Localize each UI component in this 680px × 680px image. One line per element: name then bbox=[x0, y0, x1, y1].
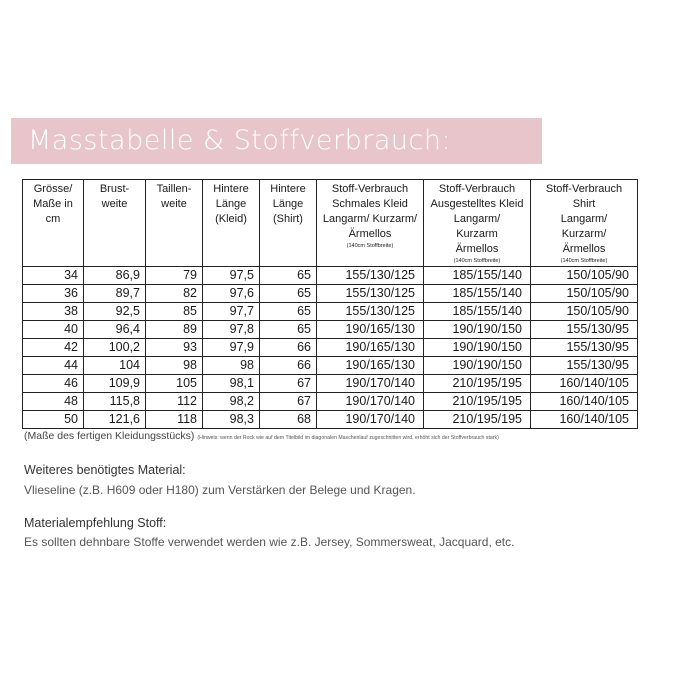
table-row bbox=[23, 321, 638, 339]
column-header-line: Kurzarm bbox=[456, 228, 498, 240]
table-cell: 118 bbox=[146, 411, 203, 429]
table-cell: 210/195/195 bbox=[424, 393, 531, 411]
table-cell: 97,9 bbox=[203, 339, 260, 357]
table-cell: 82 bbox=[146, 285, 203, 303]
material-heading: Weiteres benötigtes Material: bbox=[24, 463, 186, 477]
table-cell: 105 bbox=[146, 375, 203, 393]
table-cell: 210/195/195 bbox=[424, 375, 531, 393]
table-cell: 109,9 bbox=[84, 375, 146, 393]
column-header-line: Hintere bbox=[213, 183, 249, 195]
table-row bbox=[23, 267, 638, 285]
table-row bbox=[23, 339, 638, 357]
column-header-line: weite bbox=[101, 198, 128, 210]
table-cell: 66 bbox=[260, 357, 317, 375]
page-title: Masstabelle & Stoffverbrauch: bbox=[28, 125, 452, 156]
table-row bbox=[23, 375, 638, 393]
table-cell: 36 bbox=[23, 285, 84, 303]
table-cell: 190/170/140 bbox=[317, 393, 424, 411]
column-header-line: Ärmellos bbox=[562, 243, 606, 255]
table-cell: 150/105/90 bbox=[531, 285, 638, 303]
column-header-line: Länge bbox=[272, 198, 304, 210]
column-header-note: (140cm Stoffbreite) bbox=[560, 258, 608, 264]
table-cell: 67 bbox=[260, 393, 317, 411]
table-cell: 190/165/130 bbox=[317, 357, 424, 375]
table-cell: 98,2 bbox=[203, 393, 260, 411]
table-cell: 92,5 bbox=[84, 303, 146, 321]
column-header-line: Hintere bbox=[270, 183, 306, 195]
column-header-line: Länge bbox=[215, 198, 247, 210]
column-header-line: Shirt bbox=[572, 198, 596, 210]
table-cell: 65 bbox=[260, 267, 317, 285]
table-cell: 98,1 bbox=[203, 375, 260, 393]
column-header bbox=[424, 180, 531, 267]
table-cell: 190/190/150 bbox=[424, 321, 531, 339]
table-cell: 190/170/140 bbox=[317, 375, 424, 393]
column-header-line: (Shirt) bbox=[273, 213, 303, 225]
table-cell: 65 bbox=[260, 303, 317, 321]
table-row bbox=[23, 303, 638, 321]
table-cell: 98 bbox=[203, 357, 260, 375]
column-header-line: Langarm/ bbox=[453, 213, 501, 225]
table-cell: 85 bbox=[146, 303, 203, 321]
column-header-line: Langarm/ Kurzarm/ bbox=[322, 213, 418, 225]
table-body bbox=[23, 267, 638, 429]
table-cell: 50 bbox=[23, 411, 84, 429]
column-header-line: cm bbox=[45, 213, 61, 225]
table-cell: 46 bbox=[23, 375, 84, 393]
table-cell: 89,7 bbox=[84, 285, 146, 303]
column-header-line: Taillen- bbox=[156, 183, 192, 195]
table-cell: 160/140/105 bbox=[531, 393, 638, 411]
table-cell: 115,8 bbox=[84, 393, 146, 411]
table-cell: 160/140/105 bbox=[531, 411, 638, 429]
table-cell: 97,8 bbox=[203, 321, 260, 339]
table-cell: 66 bbox=[260, 339, 317, 357]
column-header bbox=[146, 180, 203, 267]
column-header-line: Brust- bbox=[99, 183, 130, 195]
table-cell: 38 bbox=[23, 303, 84, 321]
table-cell: 160/140/105 bbox=[531, 375, 638, 393]
column-header-line: Stoff-Verbrauch bbox=[331, 183, 409, 195]
column-header-line: Stoff-Verbrauch bbox=[545, 183, 623, 195]
table-cell: 44 bbox=[23, 357, 84, 375]
column-header bbox=[317, 180, 424, 267]
column-header bbox=[23, 180, 84, 267]
table-cell: 155/130/125 bbox=[317, 267, 424, 285]
column-header-line: Ausgestelltes Kleid bbox=[430, 198, 524, 210]
table-cell: 155/130/95 bbox=[531, 357, 638, 375]
title-banner bbox=[11, 118, 542, 164]
column-header-line: Kurzarm/ bbox=[561, 228, 607, 240]
footnote-main: (Maße des fertigen Kleidungsstücks) bbox=[24, 430, 195, 442]
column-header-line: Ärmellos bbox=[455, 243, 499, 255]
table-cell: 155/130/125 bbox=[317, 285, 424, 303]
column-header-note: (140cm Stoffbreite) bbox=[453, 258, 501, 264]
footnote bbox=[24, 430, 499, 442]
column-header bbox=[203, 180, 260, 267]
table-cell: 40 bbox=[23, 321, 84, 339]
table-cell: 42 bbox=[23, 339, 84, 357]
table-cell: 98 bbox=[146, 357, 203, 375]
table-header-row bbox=[23, 180, 638, 267]
table-cell: 96,4 bbox=[84, 321, 146, 339]
table-cell: 190/165/130 bbox=[317, 339, 424, 357]
size-chart-table bbox=[22, 179, 638, 429]
fabric-heading: Materialempfehlung Stoff: bbox=[24, 516, 167, 530]
table-cell: 112 bbox=[146, 393, 203, 411]
table-cell: 150/105/90 bbox=[531, 303, 638, 321]
table-cell: 65 bbox=[260, 285, 317, 303]
column-header-line: Stoff-Verbrauch bbox=[438, 183, 516, 195]
column-header-line: Ärmellos bbox=[348, 228, 392, 240]
column-header bbox=[531, 180, 638, 267]
table-cell: 190/165/130 bbox=[317, 321, 424, 339]
table-cell: 190/190/150 bbox=[424, 339, 531, 357]
column-header-line: Langarm/ bbox=[560, 213, 608, 225]
table-row bbox=[23, 285, 638, 303]
table-row bbox=[23, 357, 638, 375]
table-cell: 97,5 bbox=[203, 267, 260, 285]
table-cell: 79 bbox=[146, 267, 203, 285]
table-cell: 155/130/95 bbox=[531, 339, 638, 357]
table-cell: 100,2 bbox=[84, 339, 146, 357]
table-cell: 34 bbox=[23, 267, 84, 285]
table-cell: 104 bbox=[84, 357, 146, 375]
material-text: Vlieseline (z.B. H609 oder H180) zum Verstärken der Belege und Kragen. bbox=[24, 483, 416, 497]
table-cell: 121,6 bbox=[84, 411, 146, 429]
table-cell: 89 bbox=[146, 321, 203, 339]
table-cell: 190/170/140 bbox=[317, 411, 424, 429]
table-cell: 210/195/195 bbox=[424, 411, 531, 429]
column-header bbox=[84, 180, 146, 267]
table-cell: 190/190/150 bbox=[424, 357, 531, 375]
table-cell: 97,6 bbox=[203, 285, 260, 303]
table-cell: 185/155/140 bbox=[424, 303, 531, 321]
table-cell: 48 bbox=[23, 393, 84, 411]
table-cell: 185/155/140 bbox=[424, 267, 531, 285]
table-cell: 185/155/140 bbox=[424, 285, 531, 303]
table-cell: 150/105/90 bbox=[531, 267, 638, 285]
table-cell: 65 bbox=[260, 321, 317, 339]
table-row bbox=[23, 411, 638, 429]
table-cell: 155/130/125 bbox=[317, 303, 424, 321]
column-header-note: (140cm Stoffbreite) bbox=[346, 243, 394, 249]
column-header-line: Grösse/ bbox=[33, 183, 73, 195]
column-header bbox=[260, 180, 317, 267]
column-header-line: Maße in bbox=[33, 198, 73, 210]
footnote-hint: (Hinweis: wenn der Rock wie auf dem Titelbild im diagonalen Maschenlauf zugeschnitten wird, erhöht sich der Stoffverbrauch stark) bbox=[197, 435, 499, 441]
table-cell: 93 bbox=[146, 339, 203, 357]
table-cell: 155/130/95 bbox=[531, 321, 638, 339]
fabric-text: Es sollten dehnbare Stoffe verwendet werden wie z.B. Jersey, Sommersweat, Jacquard, etc. bbox=[24, 535, 515, 549]
table-row bbox=[23, 393, 638, 411]
table-cell: 97,7 bbox=[203, 303, 260, 321]
table-cell: 86,9 bbox=[84, 267, 146, 285]
column-header-line: weite bbox=[161, 198, 187, 210]
table-cell: 98,3 bbox=[203, 411, 260, 429]
column-header-line: (Kleid) bbox=[215, 213, 247, 225]
table-cell: 68 bbox=[260, 411, 317, 429]
table-cell: 67 bbox=[260, 375, 317, 393]
column-header-line: Schmales Kleid bbox=[332, 198, 408, 210]
